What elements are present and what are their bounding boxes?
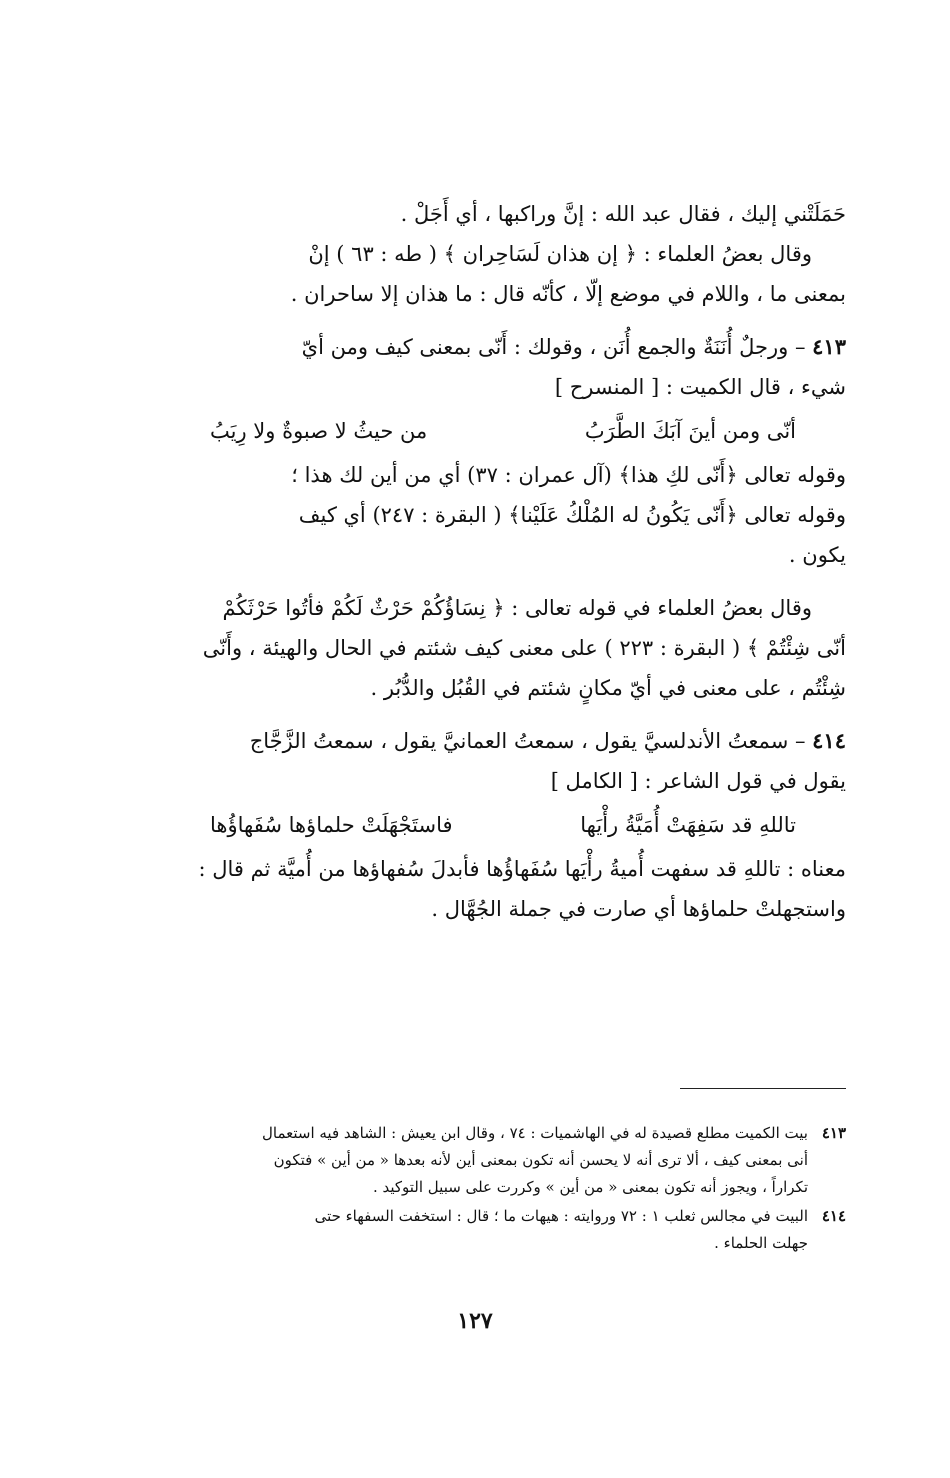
text-line: شِئْتُم ، على معنى في أيّ مكانٍ شئتم في القُبُل والدُّبُر . xyxy=(370,676,846,700)
text-line: حَمَلَتْني إليك ، فقال عبد الله : إنَّ وراكبها ، أي أَجَلْ . xyxy=(400,202,846,226)
text-line: يقول في قول الشاعر : [ الكامل ] xyxy=(550,769,846,793)
paragraph-gap xyxy=(160,314,846,327)
text-line: واستجهلتْ حلماؤها أي صارت في جملة الجُهَّال . xyxy=(431,897,846,921)
footnote-text xyxy=(180,1203,808,1257)
entry-number: ٤١٤ xyxy=(812,728,846,753)
footnote-line: تكراراً ، ويجوز أنه تكون بمعنى « من أين » وكررت على سبيل التوكيد . xyxy=(372,1178,808,1196)
main-text xyxy=(160,194,846,929)
entry-414 xyxy=(160,721,846,929)
entry-text: – سمعتُ الأندلسيَّ يقول ، سمعتُ العمانيَّ يقول ، سمعتُ الزَّجَّاج xyxy=(249,729,806,753)
text-line: بمعنى ما ، واللام في موضع إلّا ، كأنّه قال : ما هذان إلا ساحران . xyxy=(290,282,846,306)
text-line: أنّى شِئْتُمْ ﴾ ( البقرة : ٢٢٣ ) على معنى كيف شئتم في الحال والهيئة ، وأَنّى xyxy=(202,636,846,660)
footnote-line: بيت الكميت مطلع قصيدة له في الهاشميات : ٧٤ ، وقال ابن يعيش : الشاهد فيه استعمال xyxy=(261,1124,808,1142)
footnotes xyxy=(180,1120,846,1259)
page-number: ١٢٧ xyxy=(457,1308,493,1334)
poem-verse xyxy=(160,805,846,845)
footnote-line: البيت في مجالس ثعلب ١ : ٧٢ وروايته : هيهات ما ؛ قال : استخفت السفهاء حتى xyxy=(314,1207,808,1225)
footnote-text xyxy=(180,1120,808,1201)
footnote-divider xyxy=(680,1088,846,1089)
footnote-line: جهلت الحلماء . xyxy=(714,1234,808,1252)
footnote xyxy=(180,1203,846,1257)
footnote xyxy=(180,1120,846,1201)
paragraph-gap xyxy=(160,575,846,588)
text-line: وقوله تعالى ﴿أَنّى لكِ هذا﴾ (آل عمران : ٣٧) أي من أين لك هذا ؛ xyxy=(291,463,846,487)
verse-second-hemistich: فاستَجْهَلَتْ حلماؤها سُفَهاؤُها xyxy=(210,813,453,837)
entry-first-line xyxy=(160,327,846,367)
verse-second-hemistich: من حيثُ لا صبوةٌ ولا رِيَبُ xyxy=(210,419,428,443)
poem-verse xyxy=(160,411,846,451)
text-line: وقوله تعالى ﴿أَنّى يَكُونُ له المُلْكُ عَلَيْنا﴾ ( البقرة : ٢٤٧) أي كيف xyxy=(298,503,846,527)
entry-number: ٤١٣ xyxy=(812,334,846,359)
entry-413 xyxy=(160,327,846,708)
text-line: معناه : تاللهِ قد سفهت أُميةُ رأْيَها سُفَهاؤُها فأبدلَ سُفهاؤها من أُميَّة ثم قال : xyxy=(198,857,846,881)
text-line: شيء ، قال الكميت : [ المنسرح ] xyxy=(554,375,846,399)
verse-first-hemistich: أنّى ومن أينَ آبَكَ الطَّرَبُ xyxy=(584,419,796,443)
footnote-line: أنى بمعنى كيف ، ألا ترى أنه لا يحسن أنه تكون بمعنى أين لأنه بعدها « من أين » فتكون xyxy=(273,1151,808,1169)
entry-text: – ورجلٌ أُنَنَةٌ والجمع أُنَن ، وقولك : أَنّى بمعنى كيف ومن أيّ xyxy=(301,335,806,359)
text-line: يكون . xyxy=(788,543,846,567)
text-line: وقال بعضُ العلماء : ﴿ إن هذان لَسَاحِران ﴾ ( طه : ٦٣ ) إنْ xyxy=(308,242,812,266)
footnote-number: ٤١٤ xyxy=(821,1207,846,1225)
entry-first-line xyxy=(160,721,846,761)
paragraph-gap xyxy=(160,708,846,721)
text-line: وقال بعضُ العلماء في قوله تعالى : ﴿ نِسَاؤُكُمْ حَرْثٌ لَكُمْ فأتُوا حَرْثَكُمْ xyxy=(222,596,812,620)
verse-first-hemistich: تاللهِ قد سَفِهَتْ أُمَيَّةُ رأْيَها xyxy=(580,813,796,837)
footnote-number: ٤١٣ xyxy=(821,1124,846,1142)
